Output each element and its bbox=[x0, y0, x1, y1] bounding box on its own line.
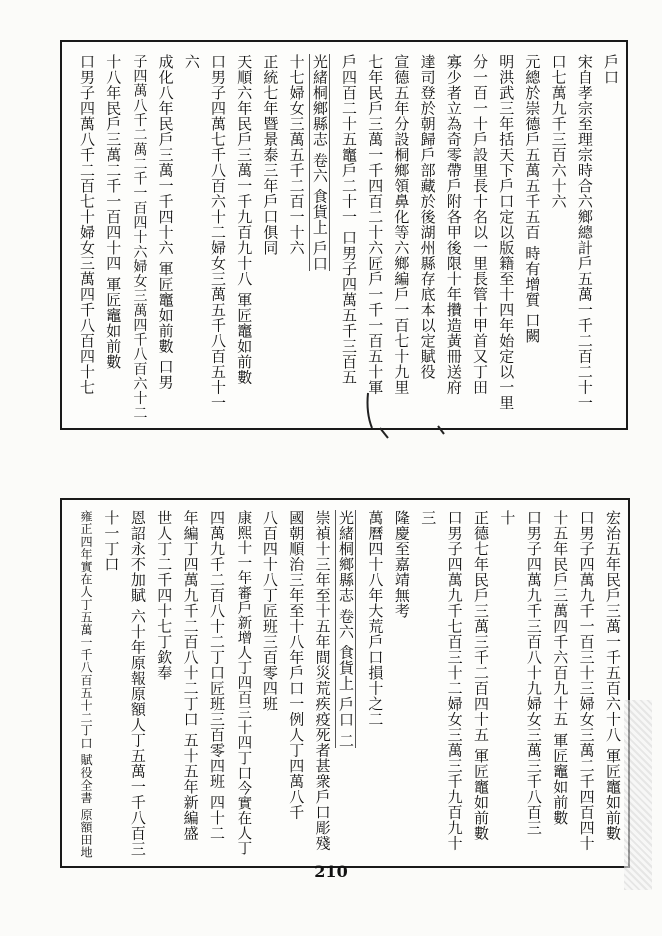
top-text-column: 十七婦女三萬五千二百一十六 bbox=[287, 54, 306, 256]
bottom-text-column: 口男子四萬九千一百三十三婦女三萬二千四百四十 bbox=[577, 510, 596, 851]
top-text-column: 正統七年暨景泰三年戶口俱同 bbox=[261, 54, 280, 256]
bottom-text-column: 十 bbox=[498, 510, 517, 526]
top-text-column: 宣德五年分設桐鄉領鼻化等六鄉編戶一百七十九里 bbox=[392, 54, 411, 395]
bottom-text-column: 崇禎十三年至十五年間災荒疾疫死者甚衆戶口彫殘 bbox=[313, 510, 332, 851]
bottom-text-column: 四萬九千二百八十二丁口匠班三百零四班 四十二 bbox=[208, 510, 226, 841]
top-text-column: 光緒桐鄉縣志 卷六 食貨上 戶口 bbox=[310, 54, 329, 272]
bottom-text-column: 年編丁四萬九千二百八十二丁口 五十五年新編盛 bbox=[181, 510, 200, 841]
top-text-column: 分一百一十戶設里長十名以一里長管十甲首又丁田 bbox=[471, 54, 489, 395]
bottom-text-column: 口男子四萬九千三百八十九婦女三萬三千八百三 bbox=[524, 510, 543, 836]
top-text-column: 天順六年民戶三萬一千九百九十八 軍匠竈如前數 bbox=[235, 54, 254, 385]
bottom-text-column: 世人丁二千四十七丁欽奉 bbox=[155, 510, 174, 681]
top-text-column: 戶口 bbox=[602, 54, 620, 85]
top-text-column: 口男子四萬七千八百六十二婦女三萬五千八百五十一 bbox=[209, 54, 227, 411]
bottom-text-column: 十五年民戶三萬四千六百九十五 軍匠竈如前數 bbox=[551, 510, 570, 826]
bottom-text-column: 三 bbox=[419, 510, 438, 526]
bottom-text-column: 雍正四年實在人丁五萬一千八百五十二丁口 賦役全書 原額田地 bbox=[79, 510, 93, 859]
top-text-column: 口男子四萬八千二百七十婦女三萬四千八百四十七 bbox=[78, 54, 96, 395]
top-text-column: 明洪武三年括天下戶口定以版籍至十四年始定以一里 bbox=[497, 54, 516, 411]
bottom-text-column: 康熙十一年審戶新增人丁四百三十四丁口今實在人丁 bbox=[235, 510, 252, 856]
bottom-text-column: 口男子四萬九千七百三十二婦女三萬三千九百九十 bbox=[445, 510, 464, 851]
bottom-text-column: 國朝順治三年至十八年戶口一例人丁四萬八千 bbox=[287, 510, 306, 820]
bottom-page-block bbox=[60, 498, 630, 868]
top-text-column: 成化八年民戶三萬一千四十六 軍匠竈如前數 口男 bbox=[156, 54, 175, 391]
bottom-text-column: 正德七年民戶三萬三千二百四十五 軍匠竈如前數 bbox=[472, 510, 490, 841]
top-page-block bbox=[60, 40, 628, 430]
bottom-text-column: 隆慶至嘉靖無考 bbox=[392, 510, 411, 619]
top-text-column: 達司登於朝歸戶部藏於後湖州縣存底本以定賦役 bbox=[418, 54, 437, 380]
top-text-column: 宋自孝宗至理宗時合六鄉總計戶五萬一千二百二十一 bbox=[575, 54, 594, 411]
bottom-text-column: 恩詔永不加賦 六十年原報原額人丁五萬一千八百三 bbox=[128, 510, 147, 857]
top-text-column: 寡少者立為奇零帶戶附各甲後限十年攢造黃冊送府 bbox=[444, 54, 463, 395]
top-text-column: 口七萬九千三百六十六 bbox=[549, 54, 568, 209]
top-text-column: 子四萬八千二萬二千一百四十六婦女三萬四千八百六十二 bbox=[131, 54, 148, 420]
bottom-text-column: 十一丁口 bbox=[102, 510, 121, 572]
bottom-text-column: 宏治五年民戶三萬一千五百六十八 軍匠竈如前數 bbox=[604, 510, 622, 841]
top-text-column: 十八年民戶三萬二千一百四十四 軍匠竈如前數 bbox=[104, 54, 123, 370]
bottom-text-column: 萬曆四十八年大荒戶口損十之二 bbox=[366, 510, 385, 727]
top-text-column: 七年民戶三萬一千四百二十六匠戶一千一百五十軍 bbox=[366, 54, 385, 395]
bottom-text-column: 八百四十八丁匠班三百零四班 bbox=[260, 510, 279, 712]
bottom-text-column: 光緒桐鄉縣志 卷六 食貨上 戶口 二 bbox=[337, 510, 355, 749]
top-text-column: 六 bbox=[182, 54, 201, 70]
top-text-column: 元總於崇德戶五萬五千五百 時有增質 口闕 bbox=[523, 54, 542, 344]
page-number: 210 bbox=[314, 862, 348, 881]
ink-marks bbox=[358, 388, 478, 458]
top-text-column: 戶四百二十五竈戶二十一 口男子四萬五千三百五 bbox=[340, 54, 358, 385]
